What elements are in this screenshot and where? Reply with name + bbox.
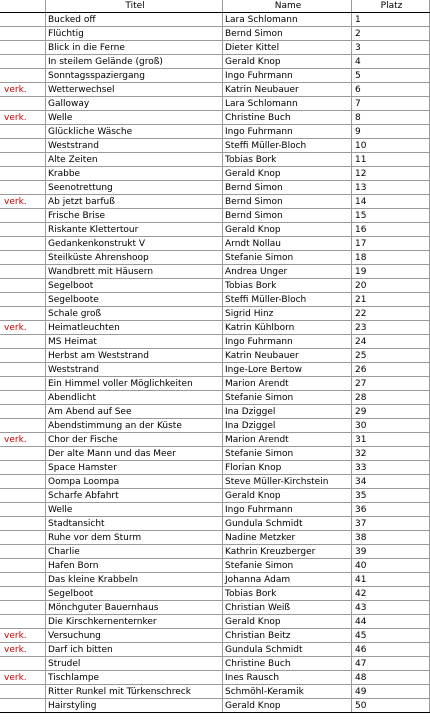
table-row [1, 321, 430, 335]
table-row [1, 195, 430, 209]
table-row [1, 181, 430, 195]
table-row [1, 559, 430, 573]
table-row [1, 97, 430, 111]
cell-status [1, 363, 46, 377]
cell-platz: 36 [352, 503, 430, 517]
cell-platz: 39 [352, 545, 430, 559]
cell-platz: 33 [352, 461, 430, 475]
cell-name: Katrin Neubauer [223, 349, 352, 363]
cell-status [1, 559, 46, 573]
cell-title: Die Kirschkernenternker [46, 615, 223, 629]
cell-status [1, 251, 46, 265]
cell-title: In steilem Gelände (groß) [46, 55, 223, 69]
cell-title: Seenotrettung [46, 181, 223, 195]
cell-title: Tischlampe [46, 671, 223, 685]
cell-name: Ina Dziggel [223, 405, 352, 419]
cell-platz: 48 [352, 671, 430, 685]
cell-platz: 14 [352, 195, 430, 209]
cell-platz: 27 [352, 377, 430, 391]
cell-title: Ritter Runkel mit Türkenschreck [46, 685, 223, 699]
cell-platz: 3 [352, 41, 430, 55]
cell-platz: 20 [352, 279, 430, 293]
cell-status [1, 531, 46, 545]
table-row [1, 657, 430, 671]
cell-name: Steffi Müller-Bloch [223, 139, 352, 153]
cell-title: Ruhe vor dem Sturm [46, 531, 223, 545]
cell-status [1, 265, 46, 279]
cell-name: Bernd Simon [223, 27, 352, 41]
cell-status [1, 223, 46, 237]
cell-status [1, 237, 46, 251]
cell-title: Welle [46, 111, 223, 125]
cell-title: Flüchtig [46, 27, 223, 41]
cell-status [1, 181, 46, 195]
cell-status: verk. [1, 433, 46, 447]
cell-status: verk. [1, 321, 46, 335]
table-row [1, 139, 430, 153]
cell-status [1, 349, 46, 363]
header-platz: Platz [352, 0, 430, 13]
cell-status [1, 419, 46, 433]
table-row [1, 587, 430, 601]
cell-status [1, 167, 46, 181]
cell-name: Ingo Fuhrmann [223, 69, 352, 83]
cell-name: Christian Beitz [223, 629, 352, 643]
cell-name: Stefanie Simon [223, 559, 352, 573]
cell-status [1, 545, 46, 559]
cell-status: verk. [1, 629, 46, 643]
table-row [1, 251, 430, 265]
cell-platz: 26 [352, 363, 430, 377]
cell-status [1, 27, 46, 41]
cell-platz: 22 [352, 307, 430, 321]
cell-title: Glückliche Wäsche [46, 125, 223, 139]
cell-status: verk. [1, 671, 46, 685]
cell-name: Gerald Knop [223, 223, 352, 237]
table-row [1, 503, 430, 517]
cell-platz: 2 [352, 27, 430, 41]
cell-status [1, 293, 46, 307]
table-row [1, 69, 430, 83]
table-row [1, 83, 430, 97]
cell-status [1, 685, 46, 699]
cell-status [1, 447, 46, 461]
cell-title: Riskante Klettertour [46, 223, 223, 237]
cell-platz: 23 [352, 321, 430, 335]
cell-status [1, 657, 46, 671]
cell-title: Gedankenkonstrukt V [46, 237, 223, 251]
cell-title: Hafen Born [46, 559, 223, 573]
cell-title: Stadtansicht [46, 517, 223, 531]
cell-status: verk. [1, 195, 46, 209]
table-row [1, 167, 430, 181]
cell-platz: 35 [352, 489, 430, 503]
cell-platz: 19 [352, 265, 430, 279]
table-row [1, 27, 430, 41]
cell-name: Katrin Neubauer [223, 83, 352, 97]
cell-name: Gerald Knop [223, 55, 352, 69]
cell-title: Ein Himmel voller Möglichkeiten [46, 377, 223, 391]
table-body [1, 13, 430, 713]
table-row [1, 125, 430, 139]
cell-title: Wetterwechsel [46, 83, 223, 97]
cell-title: Bucked off [46, 13, 223, 27]
cell-platz: 10 [352, 139, 430, 153]
cell-name: Ingo Fuhrmann [223, 503, 352, 517]
cell-platz: 5 [352, 69, 430, 83]
cell-platz: 28 [352, 391, 430, 405]
cell-status [1, 41, 46, 55]
table-row [1, 41, 430, 55]
table-row [1, 237, 430, 251]
cell-title: Charlie [46, 545, 223, 559]
cell-name: Gerald Knop [223, 699, 352, 713]
cell-status [1, 615, 46, 629]
cell-title: Galloway [46, 97, 223, 111]
table-row [1, 615, 430, 629]
table-row [1, 433, 430, 447]
cell-status [1, 573, 46, 587]
cell-title: Scharfe Abfahrt [46, 489, 223, 503]
cell-title: Segelboote [46, 293, 223, 307]
cell-platz: 45 [352, 629, 430, 643]
cell-name: Ines Rausch [223, 671, 352, 685]
cell-name: Christine Buch [223, 111, 352, 125]
cell-platz: 37 [352, 517, 430, 531]
cell-name: Gerald Knop [223, 615, 352, 629]
table-row [1, 377, 430, 391]
cell-title: Steilküste Ahrenshoop [46, 251, 223, 265]
header-status [1, 0, 46, 13]
header-title: Titel [46, 0, 223, 13]
cell-title: Herbst am Weststrand [46, 349, 223, 363]
cell-title: Frische Brise [46, 209, 223, 223]
cell-platz: 13 [352, 181, 430, 195]
cell-name: Johanna Adam [223, 573, 352, 587]
table-row [1, 517, 430, 531]
cell-platz: 9 [352, 125, 430, 139]
cell-name: Sigrid Hinz [223, 307, 352, 321]
cell-name: Bernd Simon [223, 209, 352, 223]
cell-name: Andrea Unger [223, 265, 352, 279]
cell-status [1, 69, 46, 83]
table-row [1, 447, 430, 461]
cell-name: Stefanie Simon [223, 251, 352, 265]
cell-platz: 18 [352, 251, 430, 265]
cell-status [1, 335, 46, 349]
cell-name: Gundula Schmidt [223, 643, 352, 657]
cell-platz: 8 [352, 111, 430, 125]
cell-title: Sonntagsspaziergang [46, 69, 223, 83]
cell-name: Nadine Metzker [223, 531, 352, 545]
cell-status [1, 279, 46, 293]
cell-title: Weststrand [46, 363, 223, 377]
table-row [1, 629, 430, 643]
cell-name: Tobias Bork [223, 279, 352, 293]
cell-platz: 30 [352, 419, 430, 433]
cell-name: Schmöhl-Keramik [223, 685, 352, 699]
cell-status [1, 139, 46, 153]
cell-name: Christian Weiß [223, 601, 352, 615]
cell-status [1, 503, 46, 517]
cell-name: Dieter Kittel [223, 41, 352, 55]
cell-platz: 16 [352, 223, 430, 237]
cell-status [1, 405, 46, 419]
table-row [1, 545, 430, 559]
header-name: Name [223, 0, 352, 13]
cell-name: Bernd Simon [223, 181, 352, 195]
cell-title: Space Hamster [46, 461, 223, 475]
cell-name: Stefanie Simon [223, 391, 352, 405]
cell-name: Gundula Schmidt [223, 517, 352, 531]
cell-platz: 31 [352, 433, 430, 447]
cell-title: Strudel [46, 657, 223, 671]
cell-name: Lara Schlomann [223, 97, 352, 111]
cell-platz: 34 [352, 475, 430, 489]
header-row [1, 0, 430, 13]
cell-platz: 12 [352, 167, 430, 181]
cell-platz: 49 [352, 685, 430, 699]
cell-name: Stefanie Simon [223, 447, 352, 461]
cell-platz: 32 [352, 447, 430, 461]
cell-name: Ingo Fuhrmann [223, 335, 352, 349]
cell-name: Tobias Bork [223, 153, 352, 167]
table-row [1, 461, 430, 475]
cell-status [1, 307, 46, 321]
cell-title: Alte Zeiten [46, 153, 223, 167]
cell-title: Blick in die Ferne [46, 41, 223, 55]
cell-title: Der alte Mann und das Meer [46, 447, 223, 461]
cell-platz: 50 [352, 699, 430, 713]
cell-platz: 47 [352, 657, 430, 671]
table-row [1, 335, 430, 349]
cell-platz: 38 [352, 531, 430, 545]
cell-status [1, 13, 46, 27]
table-header [1, 0, 430, 13]
cell-title: Chor der Fische [46, 433, 223, 447]
cell-title: MS Heimat [46, 335, 223, 349]
table-row [1, 699, 430, 713]
cell-platz: 17 [352, 237, 430, 251]
cell-status [1, 517, 46, 531]
cell-title: Oompa Loompa [46, 475, 223, 489]
table-row [1, 265, 430, 279]
cell-status [1, 153, 46, 167]
table-row [1, 685, 430, 699]
cell-platz: 44 [352, 615, 430, 629]
cell-name: Florian Knop [223, 461, 352, 475]
cell-title: Hairstyling [46, 699, 223, 713]
table-row [1, 475, 430, 489]
cell-title: Darf ich bitten [46, 643, 223, 657]
cell-title: Abendlicht [46, 391, 223, 405]
cell-status [1, 209, 46, 223]
cell-title: Das kleine Krabbeln [46, 573, 223, 587]
cell-name: Steve Müller-Kirchstein [223, 475, 352, 489]
cell-name: Ingo Fuhrmann [223, 125, 352, 139]
cell-name: Kathrin Kreuzberger [223, 545, 352, 559]
table-row [1, 489, 430, 503]
cell-platz: 21 [352, 293, 430, 307]
cell-platz: 46 [352, 643, 430, 657]
table-row [1, 55, 430, 69]
cell-name: Tobias Bork [223, 587, 352, 601]
table-row [1, 405, 430, 419]
cell-title: Wandbrett mit Häusern [46, 265, 223, 279]
cell-status: verk. [1, 83, 46, 97]
cell-platz: 15 [352, 209, 430, 223]
cell-platz: 4 [352, 55, 430, 69]
cell-name: Bernd Simon [223, 195, 352, 209]
cell-status [1, 55, 46, 69]
table-row [1, 111, 430, 125]
table-row [1, 279, 430, 293]
cell-platz: 25 [352, 349, 430, 363]
cell-title: Weststrand [46, 139, 223, 153]
cell-platz: 6 [352, 83, 430, 97]
cell-status [1, 489, 46, 503]
cell-status: verk. [1, 643, 46, 657]
cell-status [1, 377, 46, 391]
cell-name: Arndt Nollau [223, 237, 352, 251]
cell-status [1, 391, 46, 405]
cell-platz: 43 [352, 601, 430, 615]
cell-title: Welle [46, 503, 223, 517]
table-row [1, 293, 430, 307]
cell-name: Christine Buch [223, 657, 352, 671]
cell-name: Marion Arendt [223, 377, 352, 391]
table-row [1, 601, 430, 615]
table-row [1, 153, 430, 167]
table-row [1, 671, 430, 685]
cell-title: Schale groß [46, 307, 223, 321]
cell-name: Katrin Kühlborn [223, 321, 352, 335]
cell-title: Ab jetzt barfuß [46, 195, 223, 209]
cell-name: Ina Dziggel [223, 419, 352, 433]
cell-title: Mönchguter Bauernhaus [46, 601, 223, 615]
cell-platz: 1 [352, 13, 430, 27]
cell-title: Versuchung [46, 629, 223, 643]
cell-status [1, 587, 46, 601]
table-row [1, 209, 430, 223]
table-row [1, 643, 430, 657]
cell-name: Gerald Knop [223, 489, 352, 503]
cell-title: Krabbe [46, 167, 223, 181]
cell-status [1, 699, 46, 713]
table-row [1, 349, 430, 363]
cell-name: Steffi Müller-Bloch [223, 293, 352, 307]
cell-platz: 29 [352, 405, 430, 419]
table-row [1, 363, 430, 377]
cell-status [1, 601, 46, 615]
cell-name: Lara Schlomann [223, 13, 352, 27]
table-row [1, 307, 430, 321]
cell-name: Inge-Lore Bertow [223, 363, 352, 377]
table-row [1, 13, 430, 27]
cell-platz: 41 [352, 573, 430, 587]
cell-name: Marion Arendt [223, 433, 352, 447]
cell-platz: 24 [352, 335, 430, 349]
cell-platz: 11 [352, 153, 430, 167]
cell-platz: 40 [352, 559, 430, 573]
cell-name: Gerald Knop [223, 167, 352, 181]
cell-status [1, 125, 46, 139]
table-row [1, 223, 430, 237]
cell-title: Segelboot [46, 587, 223, 601]
cell-platz: 42 [352, 587, 430, 601]
cell-status [1, 461, 46, 475]
cell-status [1, 97, 46, 111]
cell-status: verk. [1, 111, 46, 125]
cell-title: Abendstimmung an der Küste [46, 419, 223, 433]
table-row [1, 573, 430, 587]
table-row [1, 391, 430, 405]
table-row [1, 419, 430, 433]
cell-status [1, 475, 46, 489]
cell-title: Segelboot [46, 279, 223, 293]
cell-title: Am Abend auf See [46, 405, 223, 419]
cell-platz: 7 [352, 97, 430, 111]
cell-title: Heimatleuchten [46, 321, 223, 335]
table-row [1, 531, 430, 545]
